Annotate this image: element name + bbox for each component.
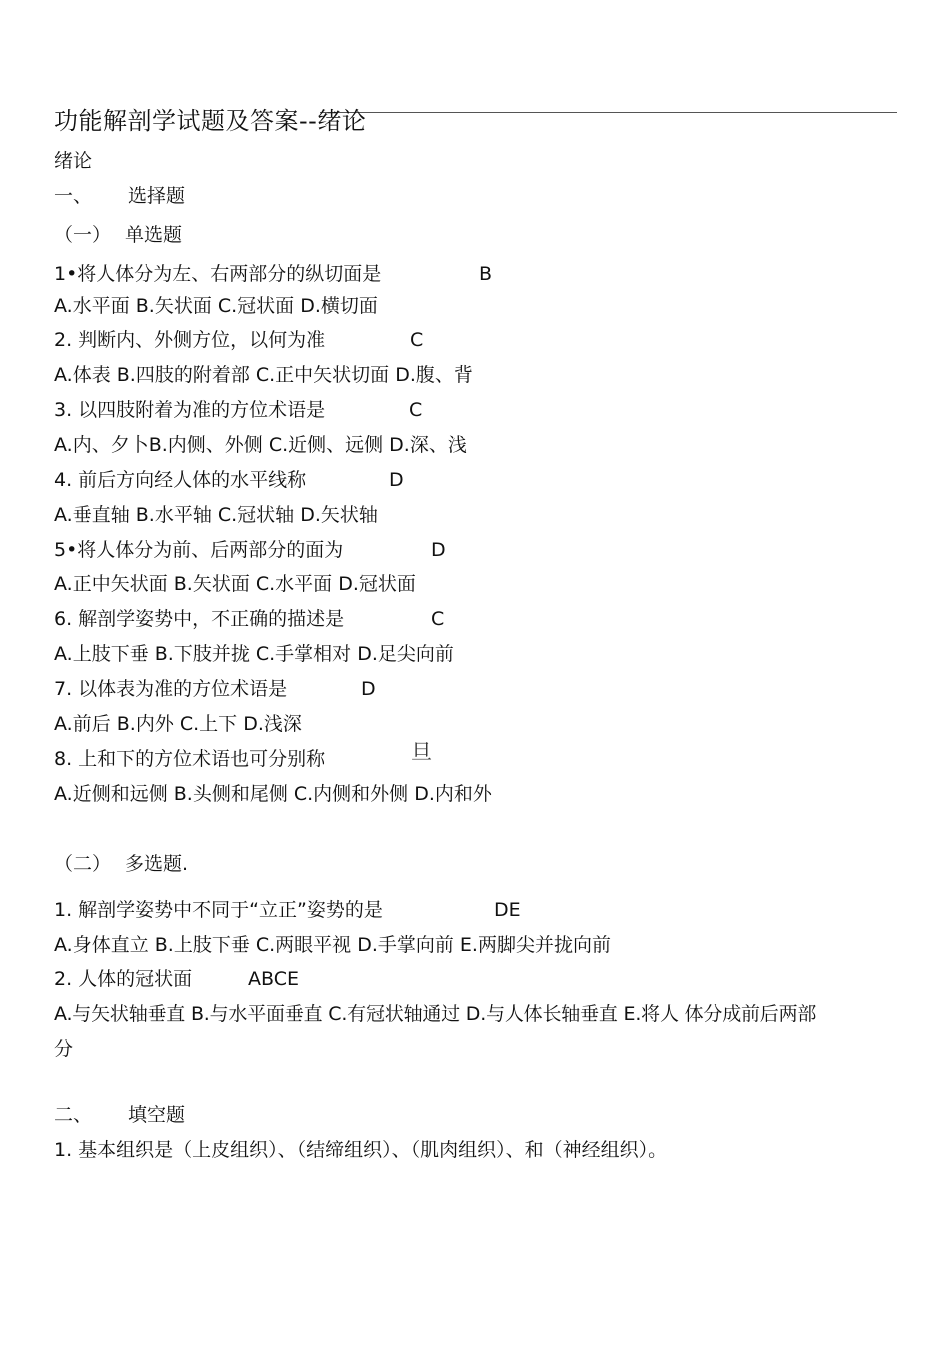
header-rule (320, 112, 897, 113)
question-options: A.正中矢状面 B.矢状面 C.水平面 D.冠状面 (54, 573, 416, 595)
question-options: A.身体直立 B.上肢下垂 C.两眼平视 D.手掌向前 E.两脚尖并拢向前 (54, 934, 611, 956)
page-title: 功能解剖学试题及答案--绪论 (54, 107, 367, 135)
question-options: A.前后 B.内外 C.上下 D.浅深 (54, 713, 302, 735)
question-text: 6. 解剖学姿势中，不正确的描述是 (54, 608, 345, 630)
question-text: 2. 人体的冠状面 (54, 968, 193, 990)
subsection-heading-multi (54, 852, 188, 876)
question-options: A.垂直轴 B.水平轴 C.冠状轴 D.矢状轴 (54, 504, 378, 526)
question-text: 7. 以体表为准的方位术语是 (54, 678, 288, 700)
question-text: 3. 以四肢附着为准的方位术语是 (54, 399, 326, 421)
subsection-title: 多选题. (125, 853, 189, 875)
subsection-title: 单选题 (125, 224, 183, 246)
answer-key: D (431, 539, 446, 561)
subsection-number: （一） (54, 224, 112, 246)
answer-key: D (389, 469, 404, 491)
question-options: A.水平面 B.矢状面 C.冠状面 D.横切面 (54, 295, 378, 317)
answer-key: C (410, 329, 424, 351)
section-number: 一、 (54, 185, 93, 207)
subsection-number: （二） (54, 853, 112, 875)
section-number: 二、 (54, 1104, 93, 1126)
section-title: 选择题 (128, 185, 186, 207)
answer-key: C (409, 399, 423, 421)
answer-key: 旦 (411, 740, 432, 764)
question-options: A.近侧和远侧 B.头侧和尾侧 C.内侧和外侧 D.内和外 (54, 783, 492, 805)
question-text: 4. 前后方向经人体的水平线称 (54, 469, 307, 491)
answer-key: B (479, 263, 493, 285)
question-options: A.与矢状轴垂直 B.与水平面垂直 C.有冠状轴通过 D.与人体长轴垂直 E.将人 体分成前后两部 (54, 1003, 817, 1025)
question-text: 1•将人体分为左、右两部分的纵切面是 (54, 263, 382, 285)
question-options: A.体表 B.四肢的附着部 C.正中矢状切面 D.腹、背 (54, 364, 473, 386)
answer-key: D (361, 678, 376, 700)
question-text: 2. 判断内、外侧方位，以何为准 (54, 329, 326, 351)
section-heading-choice (54, 184, 185, 208)
question-options: A.内、夕卜B.内侧、外侧 C.近侧、远侧 D.深、浅 (54, 434, 467, 456)
question-text: 1. 解剖学姿势中不同于“立正”姿势的是 (54, 899, 383, 921)
question-options-continued: 分 (54, 1038, 74, 1060)
answer-key: DE (494, 899, 521, 921)
answer-key: ABCE (248, 968, 299, 990)
fill-blank-item: 1. 基本组织是（上皮组织）、（结缔组织）、（肌肉组织）、和（神经组织）。 (54, 1139, 668, 1161)
section-heading-fill (54, 1103, 185, 1127)
subsection-heading-single (54, 223, 182, 247)
question-text: 5•将人体分为前、后两部分的面为 (54, 539, 344, 561)
chapter-label: 绪论 (54, 150, 93, 172)
answer-key: C (431, 608, 445, 630)
section-title: 填空题 (128, 1104, 186, 1126)
question-options: A.上肢下垂 B.下肢并拢 C.手掌相对 D.足尖向前 (54, 643, 454, 665)
question-text: 8. 上和下的方位术语也可分别称 (54, 748, 326, 770)
